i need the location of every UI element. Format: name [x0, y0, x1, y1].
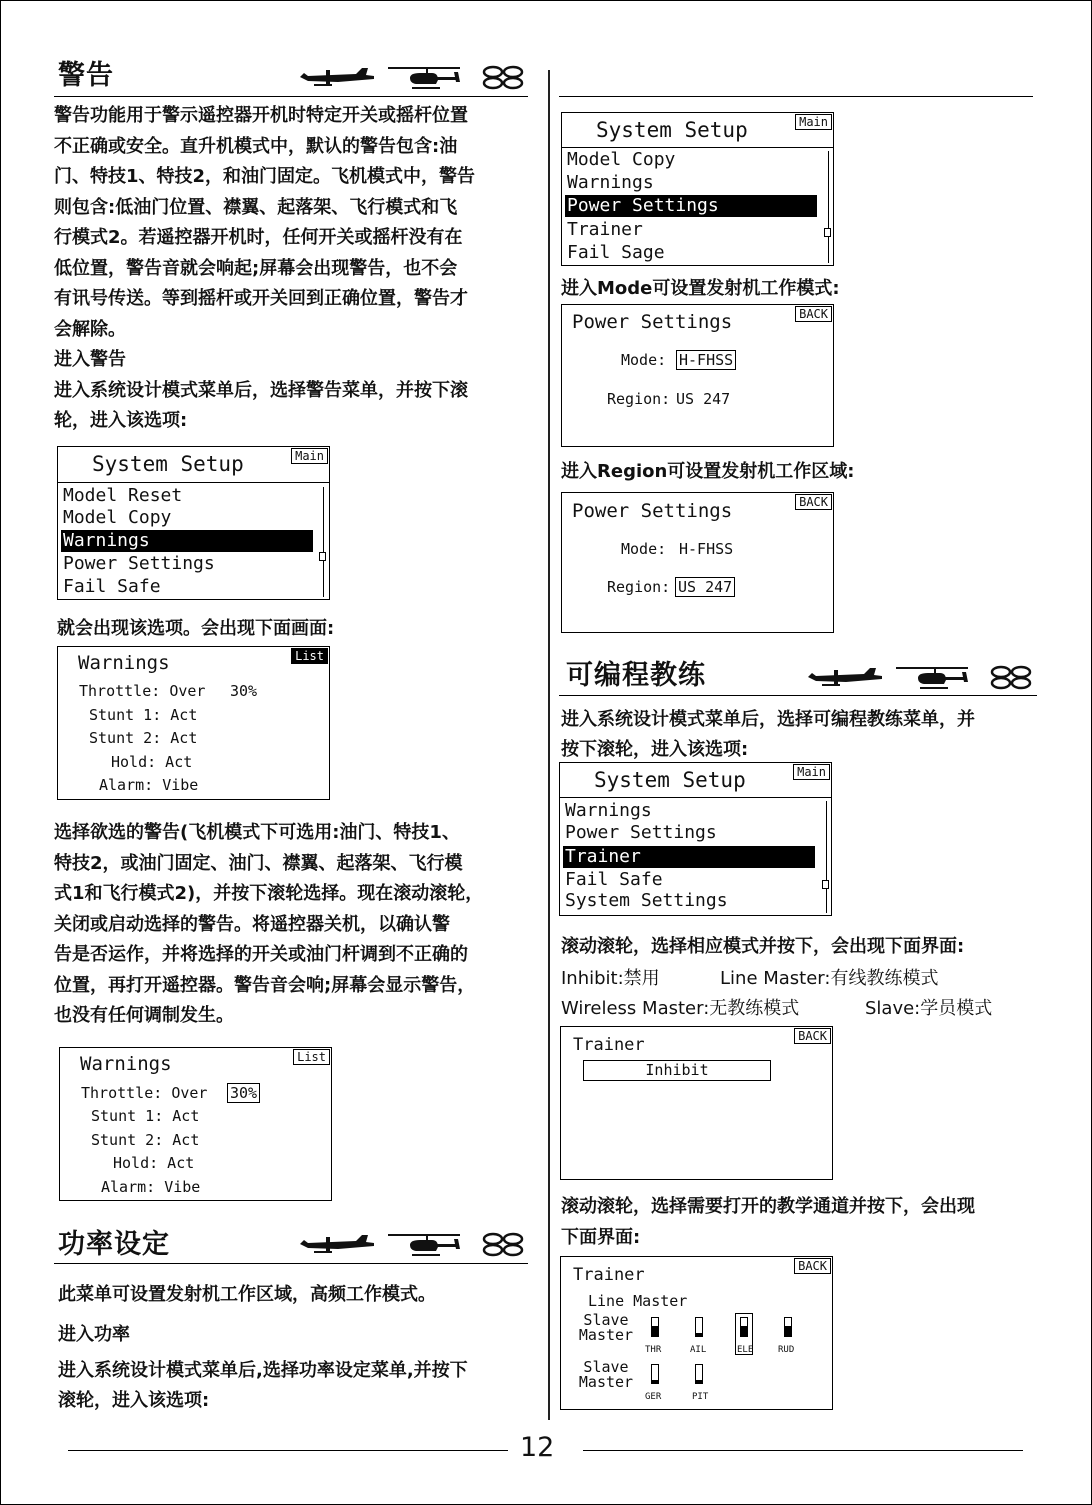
screen-title: Warnings — [78, 652, 170, 674]
warning-intro — [54, 101, 539, 437]
scrollbar[interactable] — [828, 151, 829, 263]
menu-item[interactable]: Warnings — [565, 800, 652, 821]
text-line: 滚轮，进入该选项: — [58, 1390, 210, 1411]
divider — [58, 482, 329, 483]
warning-row[interactable]: Stunt 1: Act — [89, 706, 198, 724]
channel-switch[interactable] — [784, 1317, 792, 1337]
channel-switch[interactable] — [740, 1317, 748, 1337]
throttle-label: Throttle: — [81, 1084, 163, 1102]
menu-item[interactable]: Trainer — [567, 219, 643, 240]
lcd-system-setup — [57, 446, 330, 600]
text-line: 轮，进入该选项: — [54, 410, 188, 431]
screen-title: System Setup — [594, 768, 746, 792]
sub-heading: 进入警告 — [54, 349, 126, 370]
menu-item-selected[interactable]: Trainer — [563, 846, 815, 868]
text-line: 特技2，或油门固定、油门、襟翼、起落架、飞行模 — [54, 852, 463, 874]
text-line: 位置，再打开遥控器。警告音会响;屏幕会显示警告， — [54, 974, 476, 996]
menu-item-selected[interactable]: Warnings — [61, 530, 313, 552]
lcd-system-setup — [561, 112, 834, 266]
airplane-icon — [808, 668, 882, 686]
menu-item[interactable]: System Settings — [565, 890, 728, 911]
list-tag[interactable]: List — [291, 648, 328, 664]
footer-rule-left — [68, 1450, 508, 1451]
mode-label: Mode: — [621, 540, 667, 558]
channel-label: PIT — [692, 1392, 709, 1402]
section-underline — [559, 695, 1037, 696]
lcd-power-settings-mode — [561, 304, 834, 447]
channel-switch[interactable] — [695, 1317, 703, 1337]
multirotor-icon — [992, 667, 1030, 688]
menu-item[interactable]: Fail Sage — [567, 242, 665, 263]
text-line: 也没有任何调制发生。 — [54, 1005, 234, 1026]
back-button[interactable]: BACK — [795, 494, 832, 510]
text-line: 会解除。 — [54, 318, 126, 340]
menu-item-selected[interactable]: Power Settings — [565, 195, 817, 217]
text-line: 滚动滚轮，选择需要打开的教学通道并按下，会出现 — [561, 1196, 975, 1217]
region-value-field[interactable]: US 247 — [675, 577, 735, 597]
scrollbar[interactable] — [323, 487, 324, 597]
throttle-state: Over — [171, 1084, 208, 1102]
airplane-icon — [300, 68, 374, 86]
helicopter-icon — [388, 67, 460, 89]
text-line: 进入系统设计模式菜单后,选择功率设定菜单,并按下 — [58, 1360, 468, 1381]
channel-label: ELE — [737, 1345, 754, 1355]
text-line: 进入系统设计模式菜单后，选择可编程教练菜单，并 — [561, 709, 975, 730]
throttle-label: Throttle: — [79, 682, 161, 700]
screen-title: Warnings — [80, 1053, 172, 1075]
helicopter-icon — [388, 1234, 460, 1256]
text-line: 下面界面: — [561, 1227, 641, 1248]
throttle-value[interactable]: 30% — [230, 682, 258, 700]
aircraft-type-icons — [806, 662, 1038, 692]
top-rule — [559, 96, 1033, 97]
menu-item[interactable]: Power Settings — [63, 553, 215, 574]
text-line: 选择欲选的警告(飞机模式下可选用:油门、特技1、 — [54, 822, 460, 843]
menu-item[interactable]: Power Settings — [565, 822, 717, 843]
caption: 就会出现该选项。会出现下面画面: — [57, 618, 335, 639]
footer-rule-right — [583, 1450, 1023, 1451]
menu-item[interactable]: Fail Safe — [63, 576, 161, 597]
warning-row[interactable]: Stunt 2: Act — [89, 729, 198, 747]
main-tag[interactable]: Main — [291, 448, 328, 464]
channel-label: GER — [645, 1392, 662, 1402]
lcd-warnings-edit — [59, 1047, 332, 1201]
screen-title: Power Settings — [572, 311, 733, 333]
scroll-thumb[interactable] — [822, 880, 829, 889]
text-line: 低位置，警告音就会响起;屏幕会出现警告，也不会 — [54, 257, 458, 279]
channel-switch[interactable] — [651, 1364, 659, 1384]
sub-heading: 进入功率 — [58, 1324, 130, 1345]
page-number: 12 — [520, 1432, 555, 1463]
divider — [562, 147, 833, 148]
channel-label: AIL — [690, 1345, 707, 1355]
lcd-warnings — [57, 646, 330, 800]
region-label: Region: — [607, 390, 671, 408]
back-button[interactable]: BACK — [794, 1258, 831, 1274]
scrollbar[interactable] — [826, 801, 827, 913]
region-value[interactable]: US 247 — [676, 390, 731, 408]
mode-desc: Line Master:有线教练模式 — [720, 968, 939, 989]
screen-title: Power Settings — [572, 500, 733, 522]
channel-switch[interactable] — [651, 1317, 659, 1337]
text-line: 警告功能用于警示遥控器开机时特定开关或摇杆位置 — [54, 105, 468, 126]
menu-item[interactable]: Warnings — [567, 172, 654, 193]
power-intro: 此菜单可设置发射机工作区域，高频工作模式。 — [58, 1284, 436, 1305]
screen-title: Trainer — [573, 1265, 645, 1285]
warning-row[interactable]: Alarm: Vibe — [101, 1178, 201, 1196]
helicopter-icon — [896, 667, 968, 689]
text-line: 关闭或启动选择的警告。将遥控器关机，以确认警 — [54, 913, 450, 935]
screen-title: System Setup — [596, 118, 748, 142]
throttle-row[interactable] — [79, 682, 205, 700]
back-button[interactable]: BACK — [794, 1028, 831, 1044]
mode-label: Mode: — [621, 351, 667, 369]
warning-row[interactable]: Stunt 2: Act — [91, 1131, 200, 1149]
text-line: 式1和飞行模式2)，并按下滚轮选择。现在滚动滚轮， — [54, 883, 484, 904]
row-label: Slave Master — [578, 1311, 634, 1344]
multirotor-icon — [484, 1234, 522, 1255]
throttle-value-field[interactable]: 30% — [227, 1083, 260, 1103]
scroll-thumb[interactable] — [824, 228, 831, 237]
text-line: 按下滚轮，进入该选项: — [561, 739, 749, 760]
section-underline — [54, 96, 528, 97]
throttle-row[interactable] — [81, 1084, 207, 1102]
lcd-trainer — [560, 1026, 833, 1180]
screen-title: Trainer — [573, 1035, 645, 1055]
trainer-mode-field[interactable]: Inhibit — [583, 1060, 771, 1081]
throttle-state: Over — [169, 682, 206, 700]
lcd-power-settings-region — [561, 492, 834, 633]
scroll-thumb[interactable] — [319, 552, 326, 561]
row-label: Slave Master — [578, 1358, 634, 1391]
channel-label: THR — [645, 1345, 662, 1355]
warning-row[interactable]: Alarm: Vibe — [99, 776, 199, 794]
menu-item[interactable]: Model Copy — [63, 507, 172, 528]
aircraft-type-icons — [298, 1229, 530, 1259]
channel-switch[interactable] — [695, 1364, 703, 1384]
text-line: 进入系统设计模式菜单后，选择警告菜单，并按下滚 — [54, 379, 468, 401]
caption: 进入Region可设置发射机工作区域: — [561, 461, 855, 482]
multirotor-icon — [484, 67, 522, 88]
text-line: 行模式2。若遥控器开机时，任何开关或摇杆没有在 — [54, 227, 463, 248]
text-line: 告是否运作，并将选择的开关或油门杆调到不正确的 — [54, 944, 468, 965]
aircraft-type-icons — [298, 62, 530, 92]
mode-desc: Slave:学员模式 — [865, 998, 993, 1019]
menu-item[interactable]: Model Copy — [567, 149, 676, 170]
channel-label: RUD — [778, 1345, 795, 1355]
list-tag[interactable]: List — [293, 1049, 330, 1065]
warning-row[interactable]: Hold: Act — [111, 753, 193, 771]
mode-value-field[interactable]: H-FHSS — [676, 350, 736, 370]
warning-select-text — [54, 818, 539, 1032]
divider — [560, 797, 831, 798]
section-title-power: 功率设定 — [58, 1229, 170, 1260]
back-button[interactable]: BACK — [795, 306, 832, 322]
mode-value[interactable]: H-FHSS — [679, 540, 734, 558]
mode-desc: Inhibit:禁用 — [561, 968, 660, 989]
lcd-trainer-channels — [560, 1256, 833, 1410]
text-line: 有讯号传送。等到摇杆或开关回到正确位置，警告才 — [54, 288, 468, 309]
menu-item[interactable]: Model Reset — [63, 485, 183, 506]
screen-title: System Setup — [92, 452, 244, 476]
mode-desc: Wireless Master:无教练模式 — [561, 998, 800, 1019]
text-line: 门、特技1、特技2，和油门固定。飞机模式中，警告 — [54, 166, 476, 187]
caption: 滚动滚轮，选择相应模式并按下，会出现下面界面: — [561, 936, 965, 957]
section-title-trainer: 可编程教练 — [566, 660, 706, 691]
menu-item[interactable]: Fail Safe — [565, 869, 663, 890]
main-tag[interactable]: Main — [795, 114, 832, 130]
trainer-mode[interactable]: Line Master — [588, 1292, 688, 1310]
main-tag[interactable]: Main — [793, 764, 830, 780]
lcd-system-setup — [559, 762, 832, 916]
column-divider — [548, 70, 550, 1420]
warning-row[interactable]: Stunt 1: Act — [91, 1107, 200, 1125]
text-line: 则包含:低油门位置、襟翼、起落架、飞行模式和飞 — [54, 196, 458, 218]
region-label: Region: — [607, 578, 671, 596]
section-title-warning: 警告 — [58, 60, 114, 91]
airplane-icon — [300, 1235, 374, 1253]
text-line: 不正确或安全。直升机模式中，默认的警告包含:油 — [54, 135, 458, 157]
caption: 进入Mode可设置发射机工作模式: — [561, 278, 840, 299]
warning-row[interactable]: Hold: Act — [113, 1154, 195, 1172]
section-underline — [54, 1263, 528, 1264]
